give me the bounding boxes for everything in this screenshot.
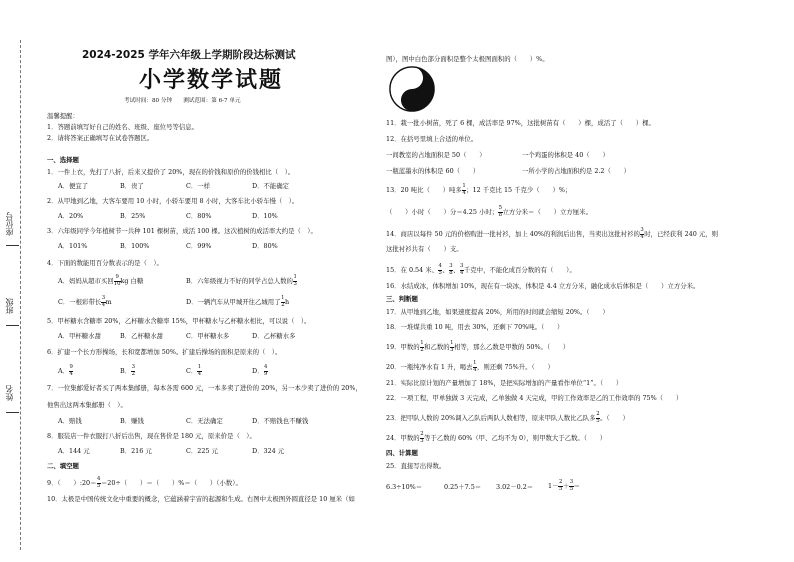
class-blank[interactable] xyxy=(6,325,19,326)
q1-option-c[interactable]: C．一样 xyxy=(186,182,211,190)
q12-item: 一瓶蓝墨水的体积是 60（ ） xyxy=(386,167,480,175)
name-blank[interactable] xyxy=(6,412,19,413)
q19-text: 相等，那么乙数是甲数的 50%。（ ） xyxy=(454,343,570,352)
seat-number-label: 座位号 xyxy=(5,212,14,236)
denominator: 8 xyxy=(498,211,502,218)
calc-item: 6.3÷10%＝ xyxy=(386,483,423,491)
question-7: 7．一位集邮爱好者买了两本集邮册，每本各需 600 元，一本多卖了进价的 20%，另一本少卖了进价的 20%， xyxy=(47,384,362,392)
denominator: 4 xyxy=(197,370,202,377)
calc-item xyxy=(548,480,580,492)
q2-option-c[interactable]: C．80% xyxy=(186,212,212,220)
numerator: 9 xyxy=(115,274,119,280)
denominator: 5 xyxy=(438,269,442,276)
section-fill: 二、填空题 xyxy=(47,462,79,470)
q12-item: 一间教室的占地面积是 50（ ） xyxy=(386,151,486,159)
q4-a-text: A．妈妈从超市买回 xyxy=(58,277,114,286)
question-1: 1．一件上衣，先打了八折，后来又提价了 20%，现在的价钱和原价的价钱相比（ ）。 xyxy=(47,168,295,176)
numerator: 3 xyxy=(640,227,644,233)
q15-text: 、 xyxy=(453,266,460,275)
binding-margin xyxy=(6,40,32,550)
q4-option-a[interactable] xyxy=(58,275,143,287)
denominator: 5 xyxy=(558,485,563,492)
section-calc: 四、计算题 xyxy=(386,449,418,457)
question-20 xyxy=(386,361,554,373)
q3-option-d[interactable]: D．80% xyxy=(252,242,278,250)
question-16: 16．水结成冰，体积增加 10%，现在有一块冰，体积是 4.4 立方分米，融化成水后体积是（ ）立方分米。 xyxy=(386,282,700,290)
fraction xyxy=(114,275,121,287)
q7-option-c[interactable]: C．无法确定 xyxy=(186,417,223,425)
q4-b-text: B．六年级视力不好的同学占总人数的 xyxy=(186,277,293,286)
denominator: 10 xyxy=(113,280,121,287)
question-13 xyxy=(386,184,571,196)
fraction xyxy=(131,365,135,377)
class-label: 班级 xyxy=(5,298,14,314)
q5-option-b[interactable]: B．乙杯糖水甜 xyxy=(120,332,164,340)
q20-text: 20．一瓶纯净水有 1 升，喝去 xyxy=(386,363,473,372)
q8-option-c[interactable]: C．225 元 xyxy=(186,447,218,455)
question-14-cont: 这批衬衫共有（ ）支。 xyxy=(386,245,463,253)
numerator: 4 xyxy=(264,364,268,370)
q1-option-a[interactable]: A．便宜了 xyxy=(58,182,89,190)
q3-option-a[interactable]: A．101% xyxy=(58,242,88,250)
denominator: 4 xyxy=(462,189,466,196)
q13-text: 13．20 吨比（ ）吨多 xyxy=(386,186,462,195)
q12-item: 一个鸡蛋的体积是 40（ ） xyxy=(522,151,609,159)
q14-text: 时，已经获利 240 元，则 xyxy=(644,230,718,239)
section-judge: 三、判断题 xyxy=(386,295,418,303)
q13-text: ；12 千克比 15 千克少（ ）%； xyxy=(466,186,572,195)
q4-a-unit: kg 白糖 xyxy=(120,277,144,286)
calc-text: ＋ xyxy=(562,482,570,491)
section-choice: 一、选择题 xyxy=(47,156,79,164)
q5-option-d[interactable]: D．乙杯糖水多 xyxy=(252,332,296,340)
question-11: 11．栽一批小树苗，死了 6 棵，成活率是 97%，这批树苗有（ ）棵，成活了（ ）棵。 xyxy=(386,119,655,127)
denominator: 4 xyxy=(473,366,477,373)
denominator: 3 xyxy=(450,346,454,353)
calc-text: ＝ xyxy=(573,482,580,491)
option-letter: C． xyxy=(186,367,198,376)
q24-text: 等于乙数的 60%（甲、乙均不为 0），则甲数大于乙数。（ ） xyxy=(424,434,607,443)
question-25: 25．直接写出得数。 xyxy=(386,462,446,470)
q4-option-c[interactable] xyxy=(58,296,112,308)
question-4: 4．下面的数能用百分数表示的是（ ）。 xyxy=(47,259,163,267)
q2-option-a[interactable]: A．20% xyxy=(58,212,84,220)
q4-option-b[interactable] xyxy=(186,275,297,287)
question-23 xyxy=(386,412,629,424)
seat-number-blank[interactable] xyxy=(6,245,19,246)
question-18: 18．一堆煤共重 10 吨，用去 30%，还剩下 70%吨。（ ） xyxy=(386,323,564,331)
q20-text: ，则还剩 75%升。（ ） xyxy=(476,363,554,372)
numerator: 3 xyxy=(131,364,135,370)
fraction xyxy=(264,365,268,377)
denominator: 2 xyxy=(131,370,135,377)
calc-text: 1－ xyxy=(548,482,559,491)
denominator: 3 xyxy=(420,437,424,444)
q9-text: 9．（ ）:20＝ xyxy=(47,479,97,488)
question-8: 8．服装店一件衣服打八折后出售，现在售价是 180 元，原来价是（ ）。 xyxy=(47,432,256,440)
q8-option-b[interactable]: B．216 元 xyxy=(120,447,152,455)
q13-text: （ ）小时（ ）分＝4.25 小时； xyxy=(386,208,499,217)
question-6: 6．扩建一个长方形操场，长和宽都增加 50%。扩建后操场的面积是原来的（ ）。 xyxy=(47,348,282,356)
q15-text: 千克中，不能化成百分数的有（ ）。 xyxy=(463,266,576,275)
q7-option-b[interactable]: B．赚钱 xyxy=(120,417,144,425)
q6-option-b[interactable] xyxy=(120,365,135,377)
q4-d-text: D．一辆汽车从甲城开往乙城用了 xyxy=(186,298,281,307)
fraction xyxy=(197,365,201,377)
denominator: 5 xyxy=(97,482,101,489)
denominator: 5 xyxy=(569,485,574,492)
question-17: 17．从甲地到乙地，如果速度提高 20%，所用的时间就会缩短 20%。（ ） xyxy=(386,308,609,316)
q1-option-b[interactable]: B．贵了 xyxy=(120,182,144,190)
denominator: 8 xyxy=(449,269,453,276)
question-12: 12．在括号里填上合适的单位。 xyxy=(386,135,478,143)
question-13-cont xyxy=(386,206,592,218)
q7-option-d[interactable]: D．不赔钱也不赚钱 xyxy=(252,417,309,425)
numerator: 3 xyxy=(460,263,464,269)
notice-item: 1．答题前填写好自己的姓名、班级、座位号等信息。 xyxy=(47,123,199,131)
option-letter: B． xyxy=(120,367,132,376)
numerator: 1 xyxy=(281,295,285,301)
q3-option-c[interactable]: C．99% xyxy=(186,242,212,250)
question-14 xyxy=(386,228,718,240)
numerator: 1 xyxy=(450,340,454,346)
q13-text: 立方分米＝（ ）立方厘米。 xyxy=(502,208,592,217)
q19-text: 和乙数的 xyxy=(424,343,450,352)
numerator: 3 xyxy=(449,263,453,269)
q6-option-c[interactable] xyxy=(186,365,202,377)
numerator: 2 xyxy=(558,479,563,485)
q5-option-a[interactable]: A．甲杯糖水甜 xyxy=(58,332,101,340)
q9-text: ＝20÷（ ）＝（ ）%＝（ ）（小数）。 xyxy=(100,479,242,488)
denominator: 4 xyxy=(640,233,644,240)
denominator: 4 xyxy=(460,269,464,276)
q4-option-d[interactable] xyxy=(186,296,289,308)
question-9 xyxy=(47,477,242,489)
numerator: 4 xyxy=(97,476,101,482)
numerator: 3 xyxy=(569,479,574,485)
q7-option-a[interactable]: A．赔钱 xyxy=(58,417,82,425)
question-2: 2．从甲地到乙地，大客车要用 10 小时，小轿车要用 8 小时，大客车比小轿车慢（ ）。 xyxy=(47,197,299,205)
question-3: 3．六年级同学今年植树节一共种 101 棵树苗，成活 100 棵。这次植树的成活率大约是（ ）。 xyxy=(47,227,317,235)
numerator: 5 xyxy=(498,205,502,211)
numerator: 1 xyxy=(420,340,424,346)
question-21: 21．实际比原计划的产量增加了 18%，是把实际增加的产量看作单位“1”。（ ） xyxy=(386,379,623,387)
binding-line xyxy=(20,40,21,550)
option-letter: D． xyxy=(252,367,264,376)
question-5: 5．甲杯糖水含糖率 20%，乙杯糖水含糖率 15%，甲杯糖水与乙杯糖水相比，可以说（ ）。 xyxy=(47,317,311,325)
notice-heading: 温馨提醒： xyxy=(47,112,79,120)
denominator: 3 xyxy=(293,280,297,287)
numerator: 1 xyxy=(197,364,202,370)
q23-text: 。（ ） xyxy=(600,414,629,423)
numerator: 2 xyxy=(420,431,424,437)
yin-yang-icon xyxy=(389,66,435,112)
numerator: 1 xyxy=(293,274,297,280)
name-label: 姓名 xyxy=(5,385,14,401)
q12-item: 一所小学的占地面积约是 2.2（ ） xyxy=(522,167,631,175)
numerator: 1 xyxy=(473,360,477,366)
q14-text: 14．商店以每件 50 元的价格购进一批衬衫，加上 40%的利润后出售，当卖出这批衬衫的 xyxy=(386,230,640,239)
question-24 xyxy=(386,432,606,444)
numerator: 4 xyxy=(438,263,442,269)
denominator: 9 xyxy=(264,370,268,377)
numerator: 3 xyxy=(101,295,106,301)
calc-item: 3.02－0.2＝ xyxy=(496,483,534,491)
denominator: 2 xyxy=(420,346,424,353)
fraction xyxy=(69,365,73,377)
q8-option-d[interactable]: D．324 元 xyxy=(252,447,285,455)
option-letter: A． xyxy=(58,367,70,376)
exam-subtitle: 小学数学试题 xyxy=(139,68,284,93)
q15-text: 15．在 0.54 米、 xyxy=(386,266,438,275)
denominator: 2 xyxy=(281,301,285,308)
denominator: 4 xyxy=(101,301,106,308)
q2-option-b[interactable]: B．25% xyxy=(120,212,146,220)
question-15 xyxy=(386,264,576,276)
q6-option-d[interactable] xyxy=(252,365,268,377)
question-10: 10．太极是中国传统文化中重要的概念，它蕴涵着宇宙的起源和生成。右图中太极图外圆直径是 10 厘米（如 xyxy=(47,495,355,503)
denominator: 4 xyxy=(69,370,73,377)
denominator: 5 xyxy=(596,417,600,424)
exam-meta: 考试时间：80 分钟 测试范围：第 6-7 单元 xyxy=(124,98,241,104)
question-10-cont: 图），图中白色部分面积是整个太极图面积的（ ）%。 xyxy=(386,55,549,63)
q2-option-d[interactable]: D．10% xyxy=(252,212,278,220)
question-7-cont: 他售出这两本集邮册（ ）。 xyxy=(47,401,127,409)
q5-option-c[interactable]: C．甲杯糖水多 xyxy=(186,332,230,340)
calc-item: 0.25＋7.5＝ xyxy=(444,483,482,491)
q3-option-b[interactable]: B．100% xyxy=(120,242,150,250)
q24-text: 24．甲数的 xyxy=(386,434,420,443)
fraction xyxy=(293,275,297,287)
numerator: 2 xyxy=(596,411,600,417)
exam-title: 2024-2025 学年六年级上学期阶段达标测试 xyxy=(82,49,296,61)
q4-d-unit: h xyxy=(284,298,290,307)
q6-option-a[interactable] xyxy=(58,365,73,377)
question-22: 22．一项工程，甲单独做 3 天完成，乙单独做 4 天完成，甲的工作效率是乙的工作效率的 75%（ ） xyxy=(386,394,683,402)
q15-text: 、 xyxy=(442,266,449,275)
notice-item: 2．请将答案正确填写在试卷答题区。 xyxy=(47,134,154,142)
q8-option-a[interactable]: A．144 元 xyxy=(58,447,90,455)
numerator: 9 xyxy=(69,364,73,370)
q4-c-text: C．一根彩带长 xyxy=(58,298,102,307)
question-19 xyxy=(386,341,569,353)
q4-c-unit: m xyxy=(105,298,112,307)
numerator: 1 xyxy=(462,183,466,189)
q19-text: 19．甲数的 xyxy=(386,343,420,352)
q23-text: 23．把甲队人数的 20%调入乙队后两队人数相等，原来甲队人数比乙队多 xyxy=(386,414,596,423)
q1-option-d[interactable]: D．不能确定 xyxy=(252,182,290,190)
